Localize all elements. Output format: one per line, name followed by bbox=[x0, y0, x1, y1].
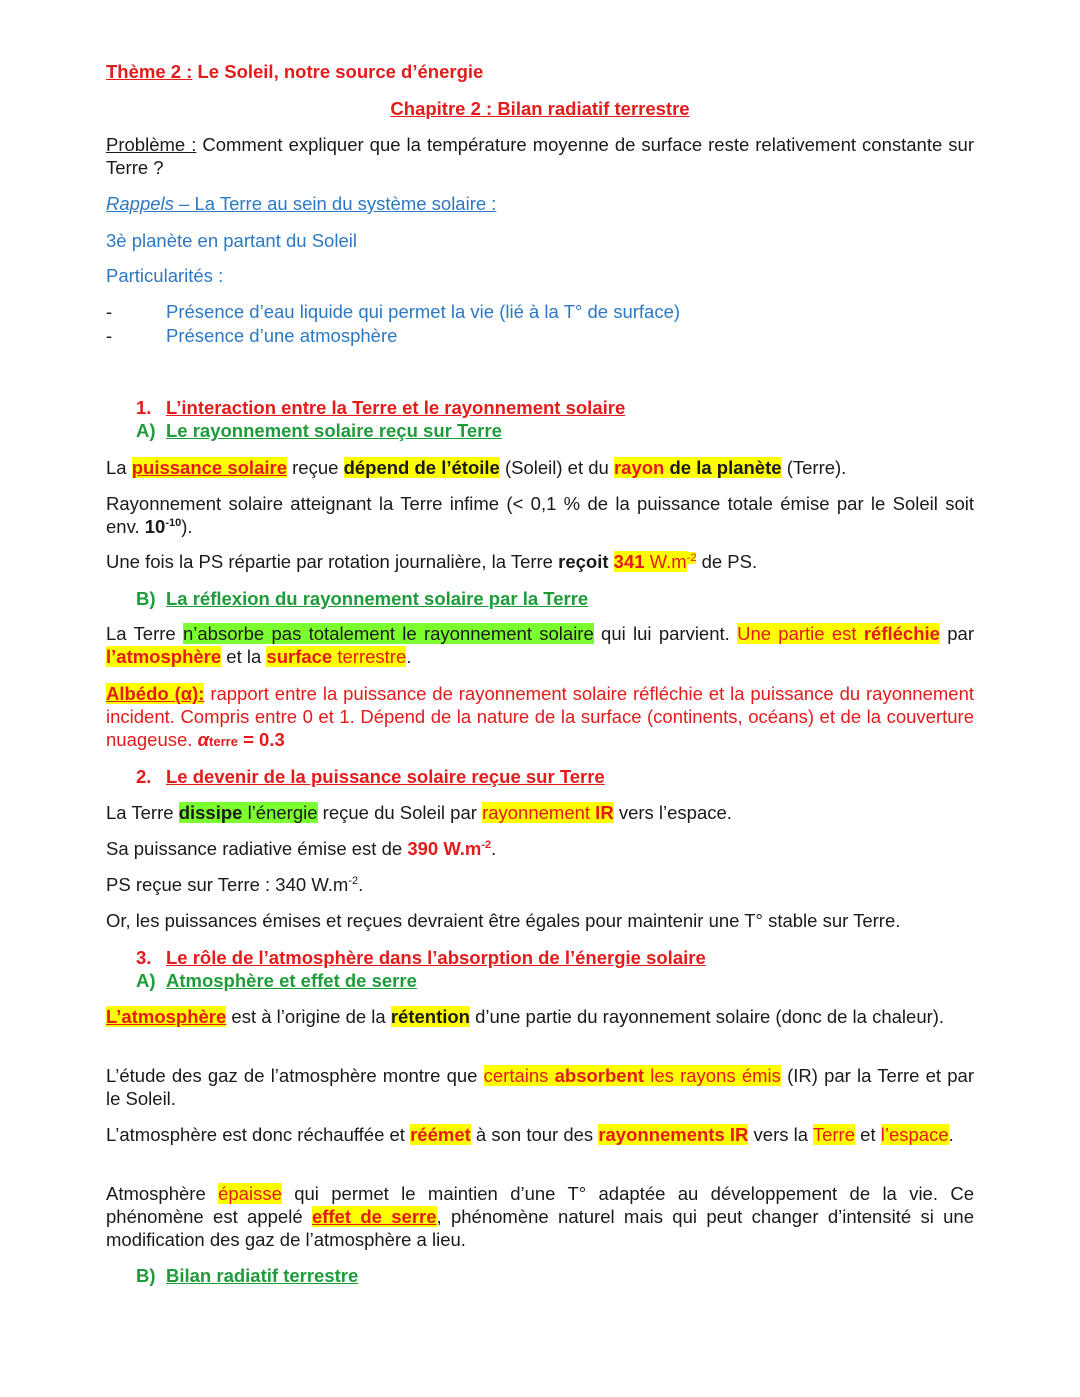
probleme-label: Problème : bbox=[106, 134, 197, 155]
paragraph-puissance-emise: Sa puissance radiative émise est de 390 $W.m^{-2}$. bbox=[106, 838, 497, 859]
section-2-heading: 2. Le devenir de la puissance solaire reçue sur Terre bbox=[136, 766, 605, 787]
section-3a-heading: A) Atmosphère et effet de serre bbox=[136, 970, 417, 991]
paragraph-albedo: Albédo (α): rapport entre la puissance de rayonnement solaire réfléchie et la puissance du rayonnement incident. Compris entre 0 et 1. Dépend de la nature de la surface (continents, océans) et de la couverture nuageuse. αterre = 0.3 bbox=[106, 683, 975, 750]
paragraph-ps-340: PS reçue sur Terre : 340 $W.m^{-2}$. bbox=[106, 874, 364, 895]
section-1b-heading: B) La réflexion du rayonnement solaire par la Terre bbox=[136, 588, 589, 609]
probleme-text: Comment expliquer que la température moyenne de surface reste relativement constante sur Terre ? bbox=[106, 134, 974, 178]
paragraph-reflexion: La Terre n’absorbe pas totalement le rayonnement solaire qui lui parvient. Une partie est réfléchie par l’atmosphère et la surface terrestre. bbox=[106, 623, 974, 667]
rappels-title: – La Terre au sein du système solaire : bbox=[173, 193, 497, 214]
section-3b-title: Bilan radiatif terrestre bbox=[166, 1265, 359, 1286]
list-item: - Présence d’eau liquide qui permet la vie (lié à la T° de surface) bbox=[106, 301, 681, 322]
section-1b-title: La réflexion du rayonnement solaire par la Terre bbox=[166, 588, 589, 609]
paragraph-ps-recue: Une fois la PS répartie par rotation journalière, la Terre reçoit 341 $W.m^{-2}$ de PS. bbox=[106, 551, 758, 572]
rappels-label: Rappels bbox=[106, 193, 174, 214]
theme-heading bbox=[106, 60, 974, 83]
rappels-particularites-label: Particularités : bbox=[106, 265, 224, 286]
section-1-title: L’interaction entre la Terre et le rayonnement solaire bbox=[166, 397, 626, 418]
theme-label: Thème 2 : bbox=[106, 61, 193, 82]
theme-title: Le Soleil, notre source d’énergie bbox=[192, 61, 484, 82]
section-1-heading: 1. L’interaction entre la Terre et le rayonnement solaire bbox=[136, 397, 626, 418]
paragraph-effet-de-serre: Atmosphère épaisse qui permet le maintien d’une T° adaptée au développement de la vie. Ce phénomène est appelé effet de serre, phénomène naturel mais qui peut changer d’intensité si une modification des gaz de l’atmosphère a lieu. bbox=[106, 1183, 975, 1250]
section-3-title: Le rôle de l’atmosphère dans l’absorption de l’énergie solaire bbox=[166, 947, 706, 968]
chapter-title-row bbox=[106, 97, 974, 120]
rappels-position: 3è planète en partant du Soleil bbox=[106, 230, 357, 251]
paragraph-dissipe: La Terre dissipe l’énergie reçue du Soleil par rayonnement IR vers l’espace. bbox=[106, 802, 732, 823]
rappels-list bbox=[106, 300, 974, 348]
albedo-term: Albédo (α): bbox=[106, 683, 205, 704]
section-3-heading: 3. Le rôle de l’atmosphère dans l’absorption de l’énergie solaire bbox=[136, 947, 706, 968]
rappels-heading bbox=[106, 192, 974, 215]
section-3b-heading: B) Bilan radiatif terrestre bbox=[136, 1265, 359, 1286]
section-2-title: Le devenir de la puissance solaire reçue sur Terre bbox=[166, 766, 605, 787]
paragraph-gaz: L’étude des gaz de l’atmosphère montre que certains absorbent les rayons émis (IR) par la Terre et par le Soleil. bbox=[106, 1065, 975, 1109]
list-item: - Présence d’une atmosphère bbox=[106, 325, 398, 346]
chapter-title: Chapitre 2 : Bilan radiatif terrestre bbox=[390, 98, 690, 119]
paragraph-puissance: La puissance solaire reçue dépend de l’étoile (Soleil) et du rayon de la planète (Terre). bbox=[106, 457, 847, 478]
paragraph-atmosphere: L’atmosphère est à l’origine de la rétention d’une partie du rayonnement solaire (donc de la chaleur). bbox=[106, 1006, 945, 1027]
paragraph-rayonnement-infime: Rayonnement solaire atteignant la Terre infime (< 0,1 % de la puissance totale émise par le Soleil soit env. $10^{-10}$). bbox=[106, 493, 974, 537]
paragraph-equilibre: Or, les puissances émises et reçues devraient être égales pour maintenir une T° stable sur Terre. bbox=[106, 910, 901, 931]
section-3a-title: Atmosphère et effet de serre bbox=[166, 970, 417, 991]
section-1a-title: Le rayonnement solaire reçu sur Terre bbox=[166, 420, 502, 441]
probleme-paragraph bbox=[106, 133, 974, 179]
section-1a-heading: A) Le rayonnement solaire reçu sur Terre bbox=[136, 420, 502, 441]
paragraph-reemet: L’atmosphère est donc réchauffée et réémet à son tour des rayonnements IR vers la Terre et l’espace. bbox=[106, 1124, 954, 1145]
